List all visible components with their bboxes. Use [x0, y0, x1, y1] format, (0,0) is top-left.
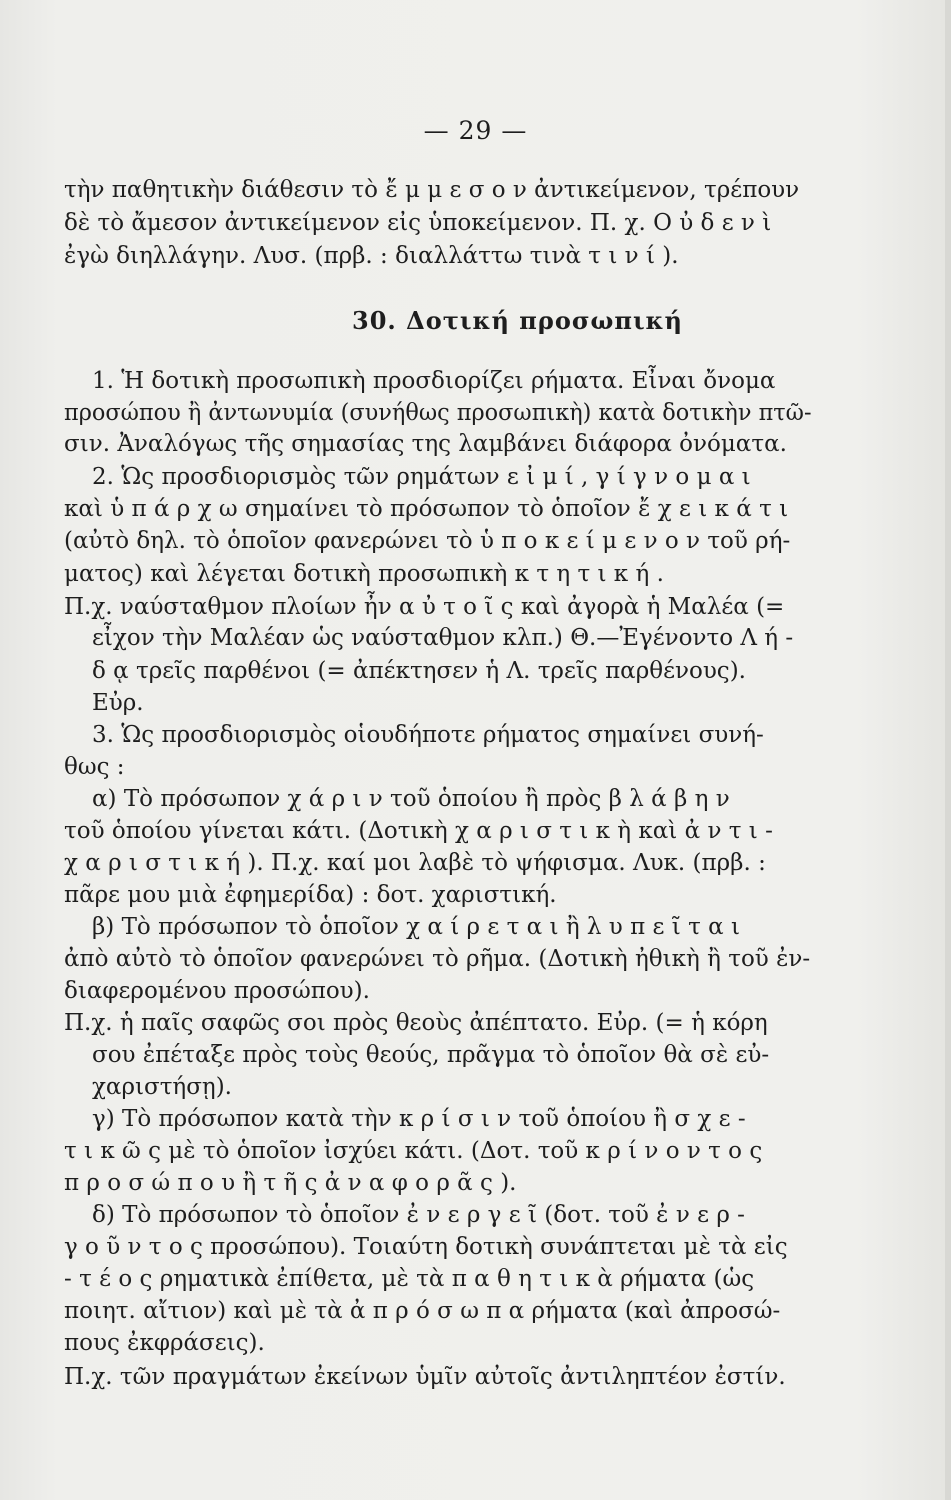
section-heading: 30. Δοτική προσωπική	[352, 306, 683, 335]
text-line: δ) Τὸ πρόσωπον τὸ ὁποῖον ἐ ν ε ρ γ ε ῖ (δοτ. τοῦ ἐ ν ε ρ -	[92, 1202, 745, 1228]
text-line: π ρ ο σ ώ π ο υ ἢ τ ῆ ς ἀ ν α φ ο ρ ᾶ ς ).	[64, 1170, 517, 1196]
text-line: ποιητ. αἴτιον) καὶ μὲ τὰ ἀ π ρ ό σ ω π α ρήματα (καὶ ἀπροσώ-	[64, 1298, 781, 1324]
text-line: Εὐρ.	[92, 690, 144, 716]
text-line: διαφερομένου προσώπου).	[64, 978, 370, 1004]
text-line: 3. Ὡς προσδιορισμὸς οἱουδήποτε ρήματος σημαίνει συνή-	[92, 722, 764, 748]
text-line: θως :	[64, 754, 125, 780]
text-line: Π.χ. ἡ παῖς σαφῶς σοι πρὸς θεοὺς ἀπέπτατο. Εὐρ. (= ἡ κόρη	[64, 1010, 768, 1036]
text-line: καὶ ὑ π ά ρ χ ω σημαίνει τὸ πρόσωπον τὸ ὁποῖον ἔ χ ε ι κ ά τ ι	[64, 496, 789, 522]
text-line: χ α ρ ι σ τ ι κ ή ). Π.χ. καί μοι λαβὲ τὸ ψήφισμα. Λυκ. (πρβ. :	[64, 850, 766, 876]
text-line: πᾶρε μου μιὰ ἐφημερίδα) : δοτ. χαριστική.	[64, 882, 557, 908]
page-edge	[945, 0, 951, 1500]
text-line: τ ι κ ῶ ς μὲ τὸ ὁποῖον ἰσχύει κάτι. (Δοτ. τοῦ κ ρ ί ν ο ν τ ο ς	[64, 1138, 763, 1164]
text-line: ἐγὼ διηλλάγην. Λυσ. (πρβ. : διαλλάττω τινὰ τ ι ν ί ).	[64, 243, 679, 269]
text-line: ἀπὸ αὐτὸ τὸ ὁποῖον φανερώνει τὸ ρῆμα. (Δοτικὴ ἠθικὴ ἢ τοῦ ἐν-	[64, 946, 811, 972]
text-line: πους ἐκφράσεις).	[64, 1330, 265, 1356]
text-line: δὲ τὸ ἄμεσον ἀντικείμενον εἰς ὑποκείμενον. Π. χ. Ο ὐ δ ε ν ὶ	[64, 210, 772, 236]
text-line: γ ο ῦ ν τ ο ς προσώπου). Τοιαύτη δοτικὴ συνάπτεται μὲ τὰ εἰς	[64, 1234, 788, 1260]
text-line: σου ἐπέταξε πρὸς τοὺς θεούς, πρᾶγμα τὸ ὁποῖον θὰ σὲ εὐ-	[92, 1042, 770, 1068]
text-line: προσώπου ἢ ἀντωνυμία (συνήθως προσωπικὴ) κατὰ δοτικὴν πτῶ-	[64, 400, 812, 426]
text-line: β) Τὸ πρόσωπον τὸ ὁποῖον χ α ί ρ ε τ α ι ἢ λ υ π ε ῖ τ α ι	[92, 914, 740, 940]
text-line: δ ᾳ τρεῖς παρθένοι (= ἀπέκτησεν ἡ Λ. τρεῖς παρθένους).	[92, 658, 746, 684]
text-line: χαριστήσῃ).	[92, 1074, 232, 1100]
text-line: α) Τὸ πρόσωπον χ ά ρ ι ν τοῦ ὁποίου ἢ πρὸς β λ ά β η ν	[92, 786, 730, 812]
text-line: - τ έ ο ς ρηματικὰ ἐπίθετα, μὲ τὰ π α θ η τ ι κ ὰ ρήματα (ὡς	[64, 1266, 755, 1292]
text-line: εἶχον τὴν Μαλέαν ὡς ναύσταθμον κλπ.) Θ.—Ἐγένοντο Λ ή -	[92, 625, 794, 651]
text-line: ματος) καὶ λέγεται δοτικὴ προσωπικὴ κ τ η τ ι κ ή .	[64, 561, 664, 587]
text-line: σιν. Ἀναλόγως τῆς σημασίας της λαμβάνει διάφορα ὀνόματα.	[64, 431, 787, 457]
text-line: Π.χ. ναύσταθμον πλοίων ἦν α ὐ τ ο ῖ ς καὶ ἀγορὰ ἡ Μαλέα (=	[64, 594, 785, 620]
text-line: τοῦ ὁποίου γίνεται κάτι. (Δοτικὴ χ α ρ ι σ τ ι κ ὴ καὶ ἀ ν τ ι -	[64, 818, 773, 844]
text-line: (αὐτὸ δηλ. τὸ ὁποῖον φανερώνει τὸ ὑ π ο κ ε ί μ ε ν ο ν τοῦ ρή-	[64, 528, 791, 554]
text-line: 1. Ἡ δοτικὴ προσωπικὴ προσδιορίζει ρήματα. Εἶναι ὄνομα	[92, 368, 776, 394]
text-line: Π.χ. τῶν πραγμάτων ἐκείνων ὑμῖν αὐτοῖς ἀντιληπτέον ἐστίν.	[64, 1364, 786, 1390]
text-line: τὴν παθητικὴν διάθεσιν τὸ ἔ μ μ ε σ ο ν ἀντικείμενον, τρέπουν	[64, 177, 800, 203]
text-line: γ) Τὸ πρόσωπον κατὰ τὴν κ ρ ί σ ι ν τοῦ ὁποίου ἢ σ χ ε -	[92, 1106, 746, 1132]
page-number: — 29 —	[423, 116, 528, 145]
text-line: 2. Ὡς προσδιορισμὸς τῶν ρημάτων ε ἰ μ ί , γ ί γ ν ο μ α ι	[92, 464, 751, 490]
